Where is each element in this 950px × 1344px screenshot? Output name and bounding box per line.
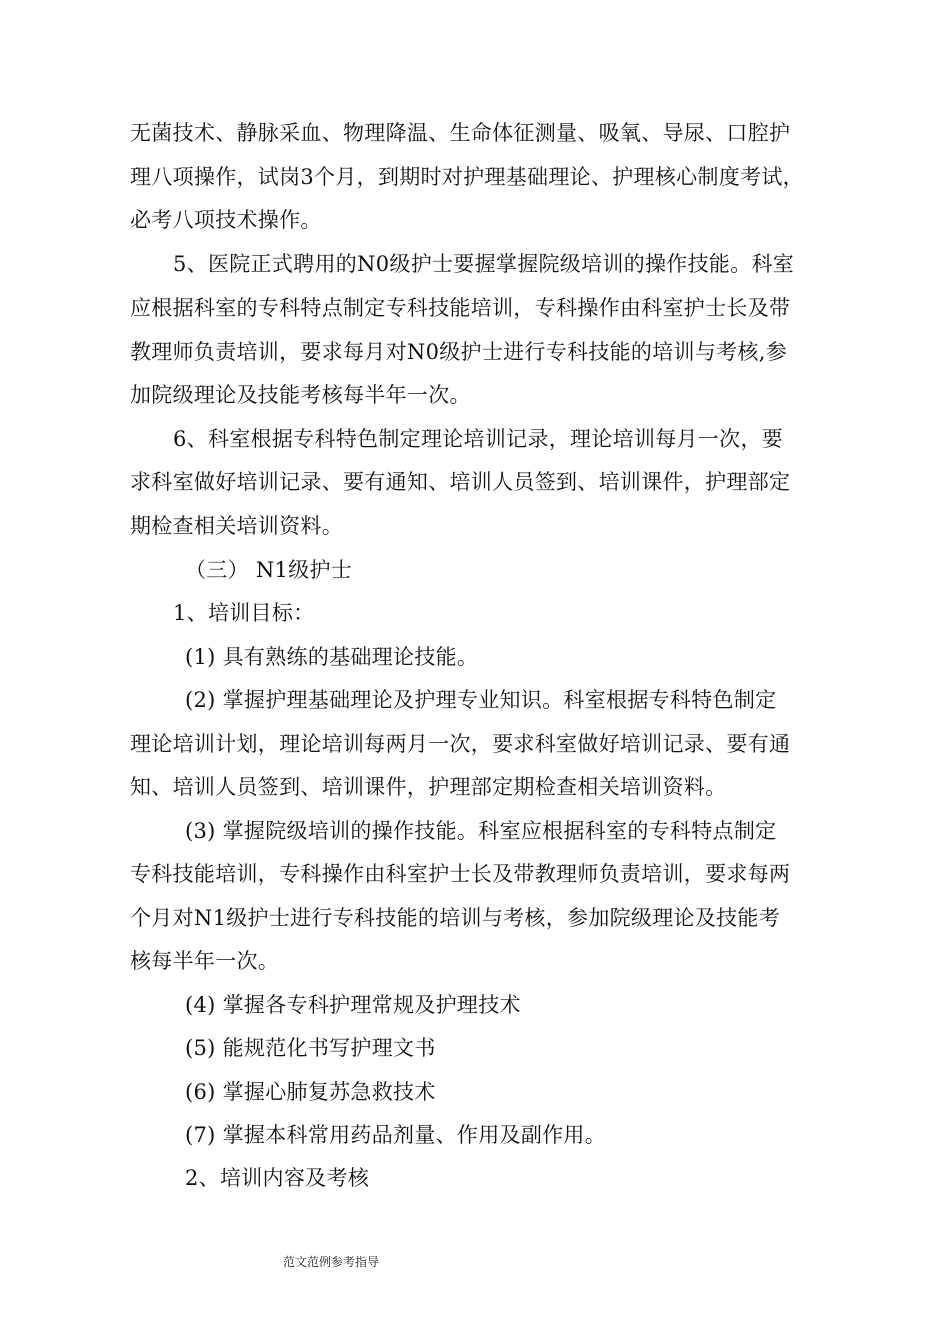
list-item-5: (5) 能规范化书写护理文书 xyxy=(185,1036,436,1060)
subheading-training-content: 2、培训内容及考核 xyxy=(185,1166,370,1190)
body-text-line: 个月对N1级护士进行专科技能的培训与考核，参加院级理论及技能考 xyxy=(130,906,781,930)
body-text-line: 教理师负责培训，要求每月对N0级护士进行专科技能的培训与考核,参 xyxy=(130,340,788,364)
list-item-6: (6) 掌握心肺复苏急救技术 xyxy=(185,1080,436,1104)
body-text-line: 必考八项技术操作。 xyxy=(130,208,322,232)
body-text-line: 理论培训计划，理论培训每两月一次，要求科室做好培训记录、要有通 xyxy=(130,732,791,756)
list-item-4: (4) 掌握各专科护理常规及护理技术 xyxy=(185,993,521,1017)
body-text-line: 加院级理论及技能考核每半年一次。 xyxy=(130,383,471,407)
body-text-line: 专科技能培训，专科操作由科室护士长及带教理师负责培训，要求每两 xyxy=(130,862,791,886)
list-item-2: (2) 掌握护理基础理论及护理专业知识。科室根据专科特色制定 xyxy=(185,688,777,712)
paragraph-5-line: 5、医院正式聘用的N0级护士要握掌握院级培训的操作技能。科室 xyxy=(173,252,795,276)
paragraph-6-line: 6、科室根据专科特色制定理论培训记录，理论培训每月一次，要 xyxy=(173,427,784,451)
body-text-line: 理八项操作，试岗3个月，到期时对护理基础理论、护理核心制度考试， xyxy=(130,165,804,189)
body-text-line: 求科室做好培训记录、要有通知、培训人员签到、培训课件，护理部定 xyxy=(130,470,791,494)
list-item-7: (7) 掌握本科常用药品剂量、作用及副作用。 xyxy=(185,1123,607,1147)
section-heading-n1: （三） N1级护士 xyxy=(185,558,353,582)
body-text-line: 应根据科室的专科特点制定专科技能培训，专科操作由科室护士长及带 xyxy=(130,296,791,320)
body-text-line: 知、培训人员签到、培训课件，护理部定期检查相关培训资料。 xyxy=(130,775,727,799)
body-text-line: 期检查相关培训资料。 xyxy=(130,514,343,538)
subheading-training-goals: 1、培训目标： xyxy=(173,601,315,625)
list-item-3: (3) 掌握院级培训的操作技能。科室应根据科室的专科特点制定 xyxy=(185,819,777,843)
page-footer: 范文范例参考指导 xyxy=(283,1255,380,1269)
body-text-line: 核每半年一次。 xyxy=(130,949,280,973)
list-item-1: (1) 具有熟练的基础理论技能。 xyxy=(185,645,479,669)
body-text-line: 无菌技术、静脉采血、物理降温、生命体征测量、吸氧、导尿、口腔护 xyxy=(130,121,791,145)
